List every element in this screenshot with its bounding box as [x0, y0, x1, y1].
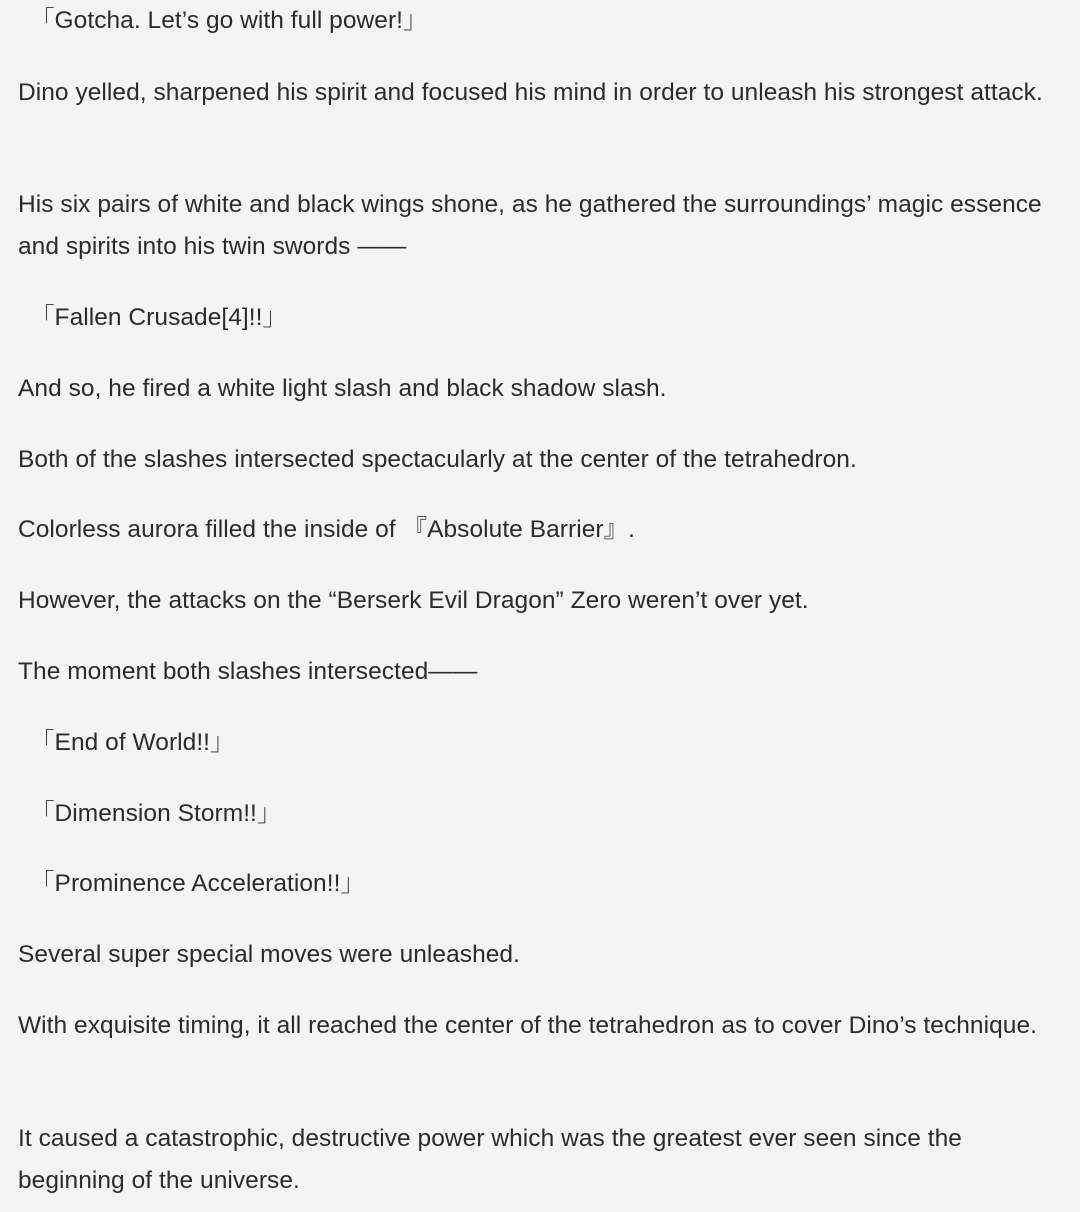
narration-paragraph: It caused a catastrophic, destructive power which was the greatest ever seen since the beginning of the universe.: [18, 1125, 962, 1194]
narration-paragraph: His six pairs of white and black wings shone, as he gathered the surroundings’ magic essence and spirits into his twin swords ——: [18, 191, 1042, 260]
narration-paragraph: Both of the slashes intersected spectacularly at the center of the tetrahedron.: [18, 446, 857, 473]
narration-paragraph: Several super special moves were unleashed.: [18, 941, 520, 968]
narration-paragraph: However, the attacks on the “Berserk Evil Dragon” Zero weren’t over yet.: [18, 587, 809, 614]
dialogue-line: 「End of World!!」: [30, 729, 235, 756]
narration-paragraph: Dino yelled, sharpened his spirit and focused his mind in order to unleash his strongest attack.: [18, 79, 1043, 106]
narration-paragraph: And so, he fired a white light slash and black shadow slash.: [18, 375, 667, 402]
narration-paragraph: With exquisite timing, it all reached the center of the tetrahedron as to cover Dino’s technique.: [18, 1012, 1037, 1039]
narration-paragraph: The moment both slashes intersected——: [18, 658, 478, 685]
dialogue-line: 「Dimension Storm!!」: [30, 800, 282, 827]
dialogue-line: 「Prominence Acceleration!!」: [30, 870, 365, 897]
dialogue-line: 「Gotcha. Let’s go with full power!」: [30, 7, 428, 34]
dialogue-line: 「Fallen Crusade[4]!!」: [30, 304, 288, 331]
narration-paragraph: Colorless aurora filled the inside of 『Absolute Barrier』.: [18, 516, 635, 543]
